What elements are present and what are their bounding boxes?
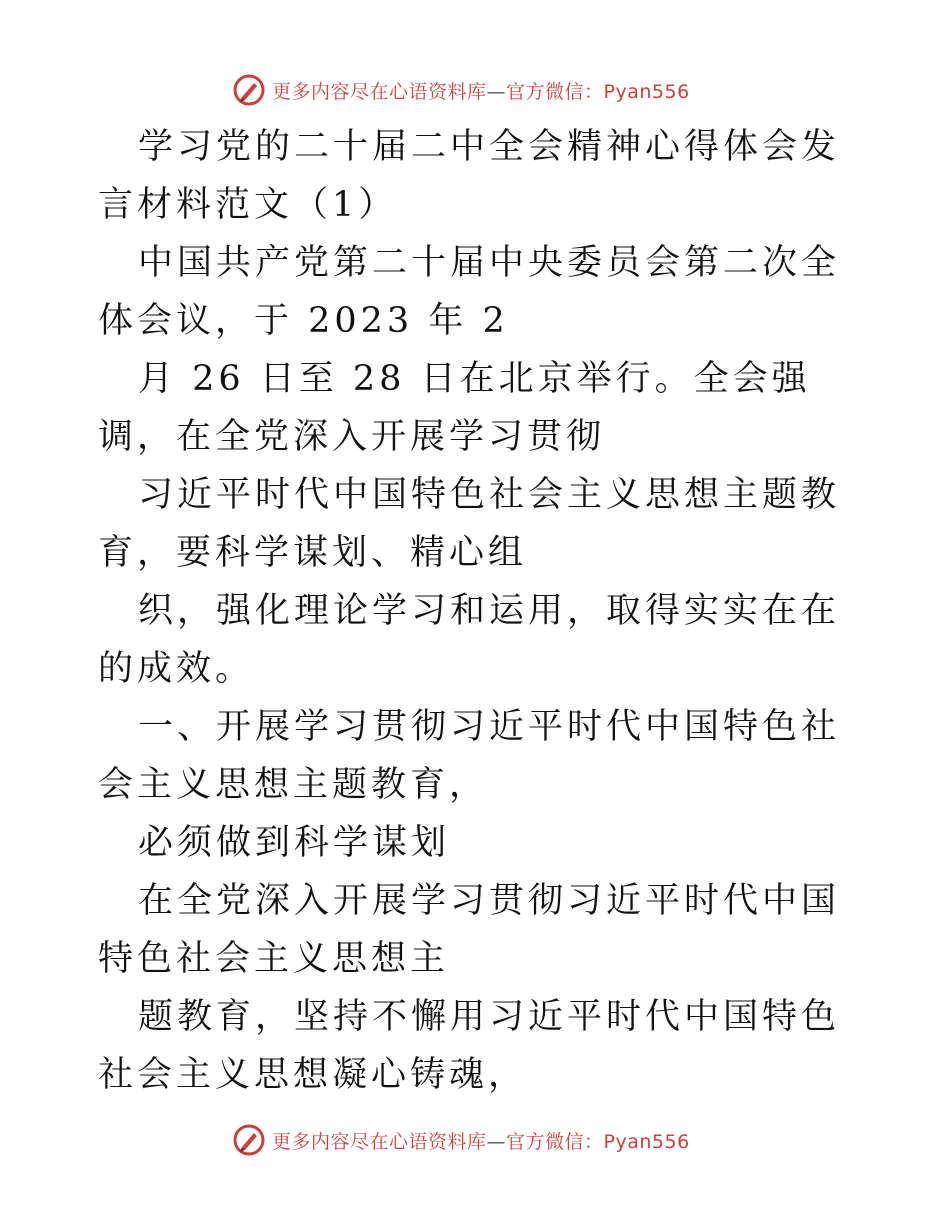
header-watermark-banner [232,70,690,110]
document-body [98,118,858,1104]
banner-contact: 官方微信：Pyan556 [506,80,690,103]
banner-contact: 官方微信：Pyan556 [506,1130,690,1153]
footer-watermark-banner [232,1120,690,1160]
section-heading-continued: 必须做到科学谋划 [138,823,451,863]
paragraph: 题教育，坚持不懈用习近平时代中国特色社会主义思想凝心铸魂， [98,997,841,1095]
banner-text: 更多内容尽在心语资料库 [272,1130,487,1153]
paragraph: 习近平时代中国特色社会主义思想主题教育，要科学谋划、精心组 [98,475,841,573]
pen-logo-icon [232,73,266,107]
section-heading: 一、开展学习贯彻习近平时代中国特色社会主义思想主题教育， [98,707,841,805]
paragraph: 月 26 日至 28 日在北京举行。全会强调，在全党深入开展学习贯彻 [98,359,811,457]
document-title: 学习党的二十届二中全会精神心得体会发言材料范文（1） [98,127,841,225]
banner-dash: — [486,1130,507,1153]
banner-text: 更多内容尽在心语资料库 [272,80,487,103]
paragraph: 织，强化理论学习和运用，取得实实在在的成效。 [98,591,841,689]
banner-dash: — [486,80,507,103]
paragraph: 中国共产党第二十届中央委员会第二次全体会议，于 2023 年 2 [98,243,841,341]
paragraph: 在全党深入开展学习贯彻习近平时代中国特色社会主义思想主 [98,881,841,979]
pen-logo-icon [232,1123,266,1157]
